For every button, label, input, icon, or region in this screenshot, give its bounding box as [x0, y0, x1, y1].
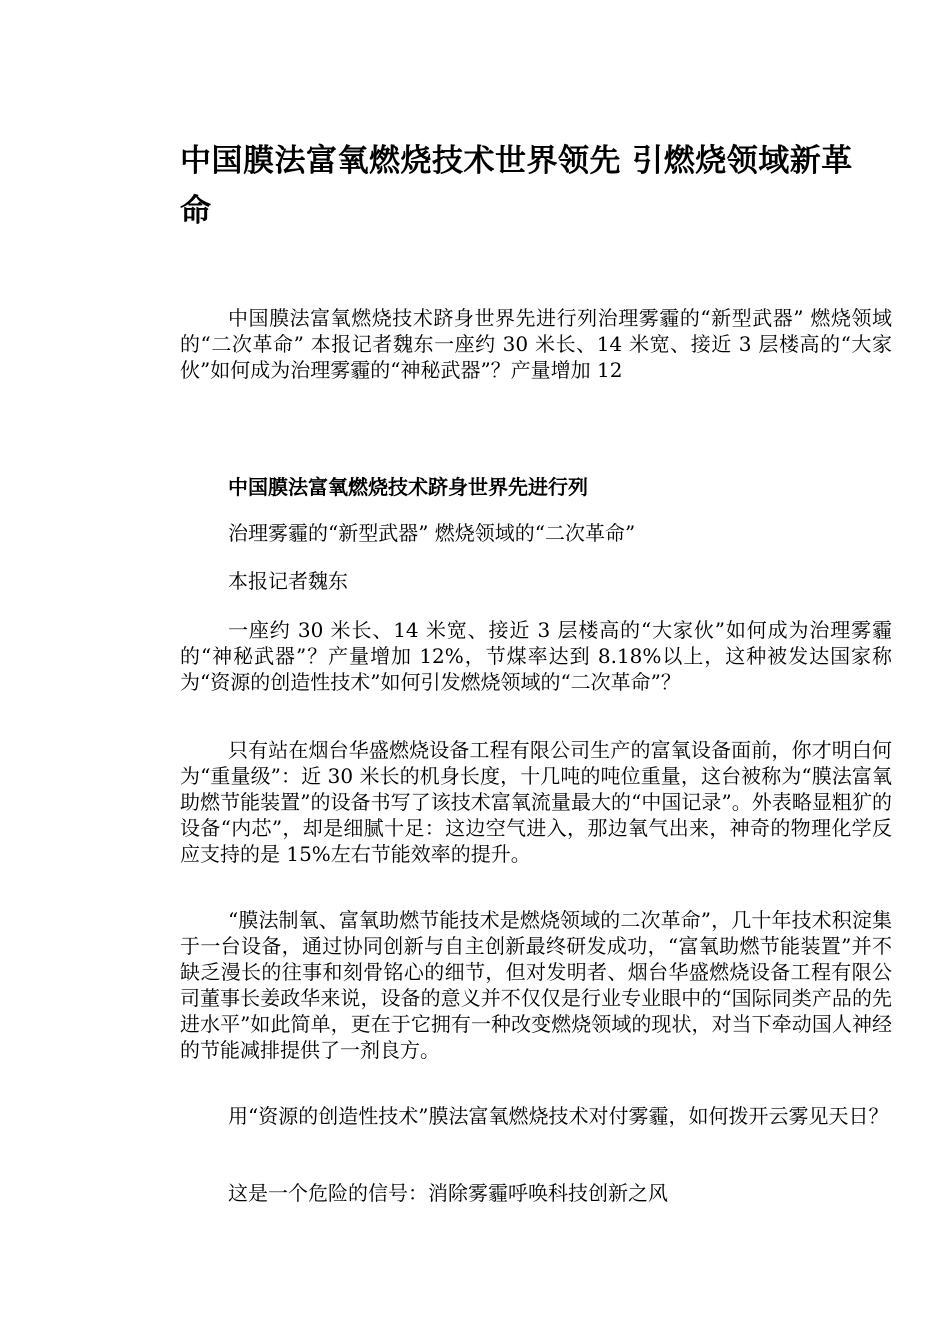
reporter-byline: 本报记者魏东 — [228, 569, 348, 593]
body-paragraph-4: 用“资源的创造性技术”膜法富氧燃烧技术对付雾霾，如何拨开云雾见天日？ — [228, 1104, 889, 1128]
document-title: 中国膜法富氧燃烧技术世界领先 引燃烧领域新革命 — [180, 143, 853, 229]
body-paragraph-3: “膜法制氧、富氧助燃节能技术是燃烧领域的二次革命”，几十年技术积淀集于一台设备，通过协同创新与自主创新最终研发成功，“富氧助燃节能装置”并不缺乏漫长的往事和刻骨铭心的细节，但对发明者、烟台华盛燃烧设备工程有限公司董事长姜政华来说，设备的意义并不仅仅是行业专业眼中的“国际同类产品的先进水平”如此简单，更在于它拥有一种改变燃烧领域的现状，对当下牵动国人神经的节能减排提供了一剂良方。 — [180, 908, 892, 1062]
body-paragraph-1: 一座约 30 米长、14 米宽、接近 3 层楼高的“大家伙”如何成为治理雾霾的“神秘武器”？产量增加 12%，节煤率达到 8.18%以上，这种被发达国家称为“资源的创造性技术”如何引发燃烧领域的“二次革命”？ — [180, 618, 892, 694]
section-heading: 中国膜法富氧燃烧技术跻身世界先进行列 — [228, 475, 588, 499]
body-paragraph-2: 只有站在烟台华盛燃烧设备工程有限公司生产的富氧设备面前，你才明白何为“重量级”：近 30 米长的机身长度，十几吨的吨位重量，这台被称为“膜法富氧助燃节能装置”的设备书写了该技术富氧流量最大的“中国记录”。外表略显粗犷的设备“内芯”，却是细腻十足：这边空气进入，那边氧气出来，神奇的物理化学反应支持的是 15%左右节能效率的提升。 — [180, 738, 892, 866]
closing-line: 这是一个危险的信号：消除雾霾呼唤科技创新之风 — [228, 1181, 668, 1205]
summary-paragraph: 中国膜法富氧燃烧技术跻身世界先进行列治理雾霾的“新型武器” 燃烧领域的“二次革命” 本报记者魏东一座约 30 米长、14 米宽、接近 3 层楼高的“大家伙”如何成为治理雾霾的“神秘武器”？产量增加 12 — [180, 306, 892, 382]
article-subtitle: 治理雾霾的“新型武器” 燃烧领域的“二次革命” — [228, 521, 636, 545]
